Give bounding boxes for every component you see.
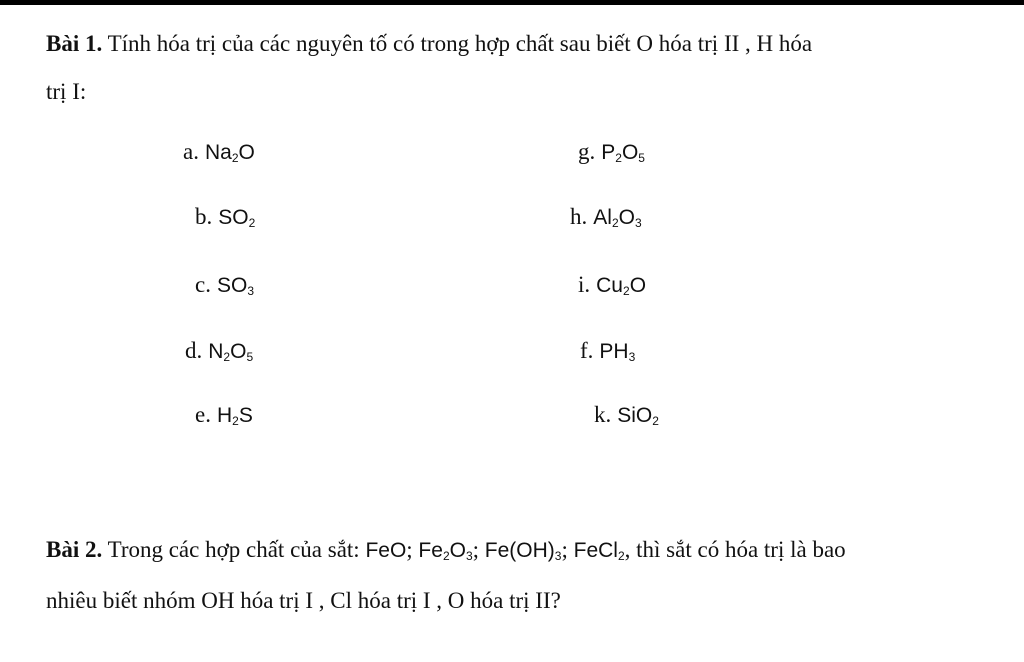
item-label: d. xyxy=(185,338,203,363)
subscript: 3 xyxy=(634,216,642,230)
exercise-1 xyxy=(46,20,986,116)
formula-text: FeO xyxy=(365,539,407,562)
formula-text: SO xyxy=(216,274,248,297)
compound-item xyxy=(580,336,635,366)
item-label: f. xyxy=(580,338,594,363)
subscript: 2 xyxy=(223,350,231,364)
chemical-formula xyxy=(217,404,253,427)
formula-text: Fe(OH) xyxy=(484,539,555,562)
top-border xyxy=(0,0,1024,5)
subscript: 3 xyxy=(628,350,636,364)
formula-text: FeCl xyxy=(573,539,618,562)
chemical-formula xyxy=(601,141,645,164)
chemical-formula xyxy=(217,274,254,297)
compound-item xyxy=(570,202,642,232)
item-label: e. xyxy=(195,402,211,427)
subscript: 2 xyxy=(617,549,625,563)
subscript: 2 xyxy=(611,216,619,230)
chemical-formula xyxy=(485,539,562,562)
formula-text: O xyxy=(449,539,466,562)
subscript: 3 xyxy=(247,284,254,298)
subscript: 2 xyxy=(248,216,256,230)
formula-text: O xyxy=(238,141,255,164)
exercise-2-heading: Bài 2. xyxy=(46,537,103,562)
formula-text: Na xyxy=(204,141,232,164)
subscript: 2 xyxy=(615,151,622,165)
item-label: i. xyxy=(578,272,591,297)
formula-text: S xyxy=(238,404,253,427)
compound-item xyxy=(195,400,253,430)
chemical-formula xyxy=(574,539,625,562)
formula-text: Fe xyxy=(418,539,443,562)
chemical-formula xyxy=(208,340,253,363)
compound-item xyxy=(183,137,255,167)
separator: ; xyxy=(472,537,480,562)
exercise-1-text-line2: trị I: xyxy=(46,79,87,104)
formula-text: O xyxy=(621,141,639,164)
item-label: a. xyxy=(183,139,199,164)
formula-text: Al xyxy=(593,206,612,229)
chemical-formula xyxy=(205,141,255,164)
exercise-2-text-line2: nhiêu biết nhóm OH hóa trị I , Cl hóa trị I , O hóa trị II? xyxy=(46,588,561,613)
chemical-formula xyxy=(593,206,641,229)
item-label: g. xyxy=(578,139,596,164)
compound-item xyxy=(185,336,253,366)
compound-item xyxy=(594,400,659,430)
chemical-formula xyxy=(365,539,406,562)
iron-compounds xyxy=(365,537,630,562)
item-label: b. xyxy=(195,204,213,229)
subscript: 3 xyxy=(465,549,473,563)
compound-item xyxy=(578,137,645,167)
exercise-2 xyxy=(46,526,986,625)
exercise-1-text-line1: Tính hóa trị của các nguyên tố có trong hợp chất sau biết O hóa trị II , H hóa xyxy=(107,31,813,56)
chemical-formula xyxy=(596,274,646,297)
exercise-2-text-after: thì sắt có hóa trị là bao xyxy=(636,537,846,562)
subscript: 3 xyxy=(554,549,562,563)
formula-text: SO xyxy=(218,206,249,229)
exercise-1-heading: Bài 1. xyxy=(46,31,103,56)
subscript: 2 xyxy=(623,284,630,298)
subscript: 2 xyxy=(231,151,239,165)
subscript: 2 xyxy=(232,414,239,428)
formula-text: PH xyxy=(599,340,629,363)
compound-item xyxy=(195,202,255,232)
item-label: h. xyxy=(570,204,588,229)
subscript: 5 xyxy=(638,151,645,165)
subscript: 5 xyxy=(246,350,254,364)
chemical-formula xyxy=(418,539,472,562)
exercise-2-text-before: Trong các hợp chất của sắt: xyxy=(107,537,360,562)
formula-text: Cu xyxy=(596,274,623,297)
compound-item xyxy=(195,270,254,300)
chemical-formula xyxy=(617,404,659,427)
formula-text: O xyxy=(629,274,647,297)
separator: ; xyxy=(406,537,413,562)
separator: , xyxy=(624,537,631,562)
chemical-formula xyxy=(218,206,255,229)
item-label: c. xyxy=(195,272,211,297)
formula-text: O xyxy=(230,340,247,363)
item-label: k. xyxy=(594,402,612,427)
formula-text: P xyxy=(601,141,616,164)
formula-text: N xyxy=(208,340,224,363)
formula-text: H xyxy=(216,404,233,427)
subscript: 2 xyxy=(442,549,450,563)
separator: ; xyxy=(561,537,568,562)
formula-text: SiO xyxy=(617,404,653,427)
chemical-formula xyxy=(599,340,635,363)
compound-item xyxy=(578,270,646,300)
subscript: 2 xyxy=(652,414,659,428)
formula-text: O xyxy=(618,206,635,229)
